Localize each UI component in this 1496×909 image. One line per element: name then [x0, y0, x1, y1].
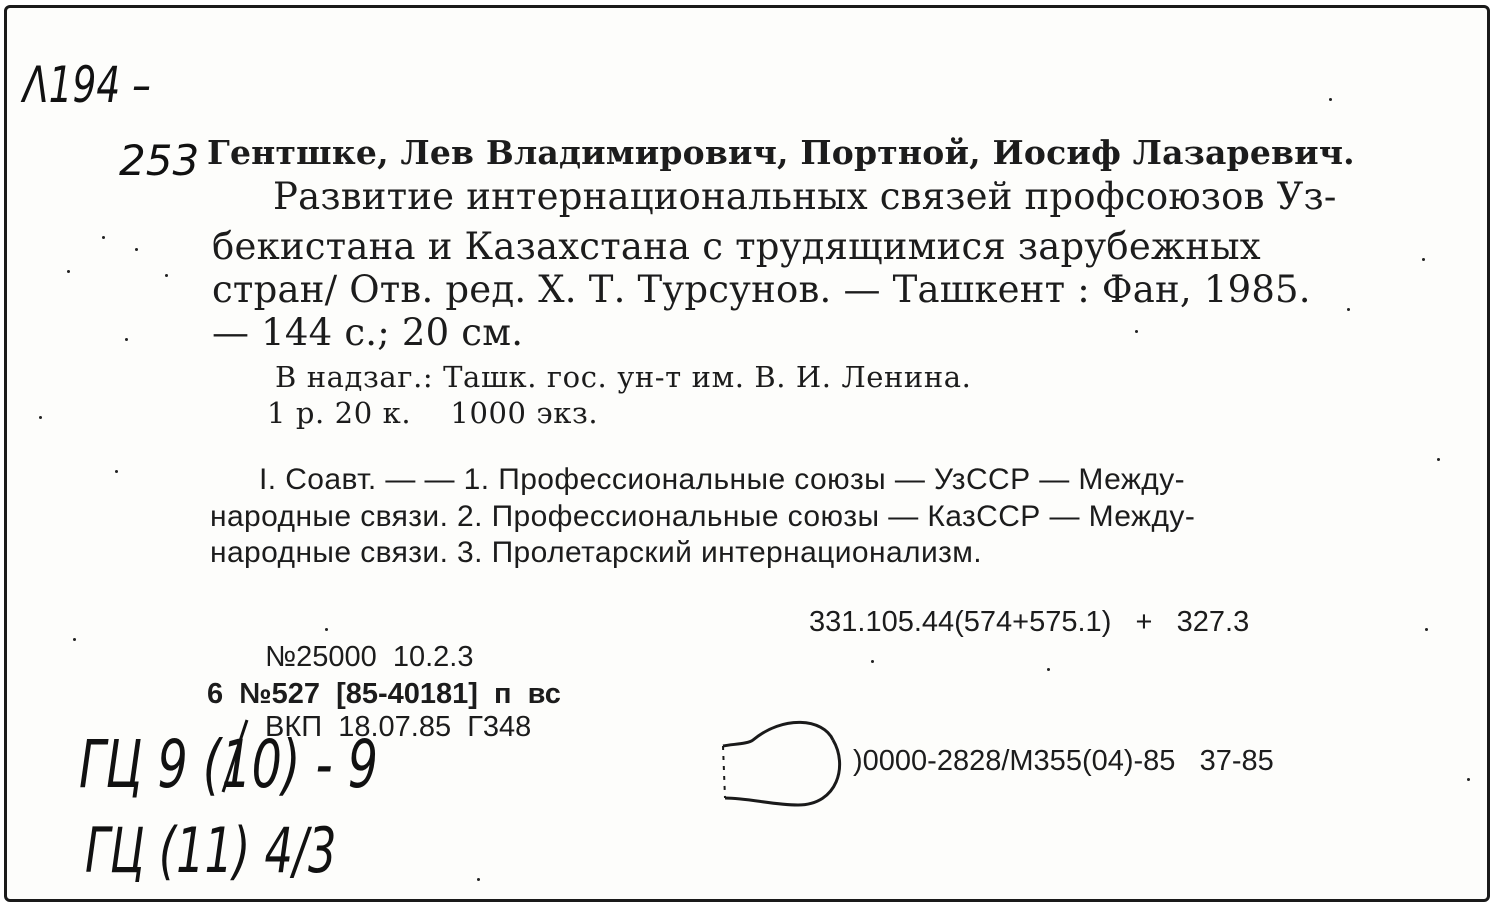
title-line-4 [212, 311, 524, 354]
subject-line-3-text: народные связи. 3. Пролетарский интернационализм. [210, 536, 983, 569]
title-line-2 [212, 225, 1368, 268]
title-line-1-text: Развитие интернациональных связей профсоюзов Уз- [273, 175, 1337, 218]
title-line-1 [273, 175, 1369, 218]
catalog-line-2: 6 №527 [85-40181] п вс [207, 678, 561, 710]
handwritten-note-1: ГЦ 9 (10) - 9 [79, 726, 378, 803]
catalog-line-1: №25000 10.2.3 [265, 641, 474, 673]
classification-index: 331.105.44(574+575.1) + 327.3 [809, 606, 1250, 638]
author-heading: Гентшке, Лев Владимирович, Портной, Иосиф Лазаревич. [207, 133, 1355, 172]
issuing-body-note: В надзаг.: Ташк. гос. ун-т им. В. И. Ленина. [275, 360, 972, 394]
subject-line-1 [259, 463, 1369, 497]
handwritten-number: 253 [119, 136, 200, 185]
handwritten-shelf-mark: Λ194 – [23, 56, 151, 114]
subject-line-1-text: I. Соавт. — — 1. Профессиональные союзы — УзССР — Между- [259, 463, 1185, 496]
price-and-copies: 1 р. 20 к. 1000 экз. [267, 396, 599, 430]
title-line-3-text: стран/ Отв. ред. Х. Т. Турсунов. — Ташкент : Фан, 1985. [212, 268, 1311, 311]
subject-line-2-text: народные связи. 2. Профессиональные союзы — КазССР — Между- [210, 500, 1196, 533]
title-line-3 [212, 268, 1368, 311]
subject-line-2 [210, 500, 1370, 534]
title-line-2-text: бекистана и Казахстана с трудящимися зарубежных [212, 225, 1261, 268]
subject-line-3 [210, 536, 982, 570]
handwritten-note-2: ГЦ (11) 4/3 [85, 814, 337, 887]
catalog-card [4, 5, 1490, 902]
stamp-circle [713, 710, 863, 820]
publisher-code: )0000-2828/М355(04)-85 37-85 [853, 745, 1274, 777]
catalog-line-3: ВКП 18.07.85 Г348 [265, 711, 532, 743]
title-line-4-text: — 144 с.; 20 см. [212, 311, 524, 354]
